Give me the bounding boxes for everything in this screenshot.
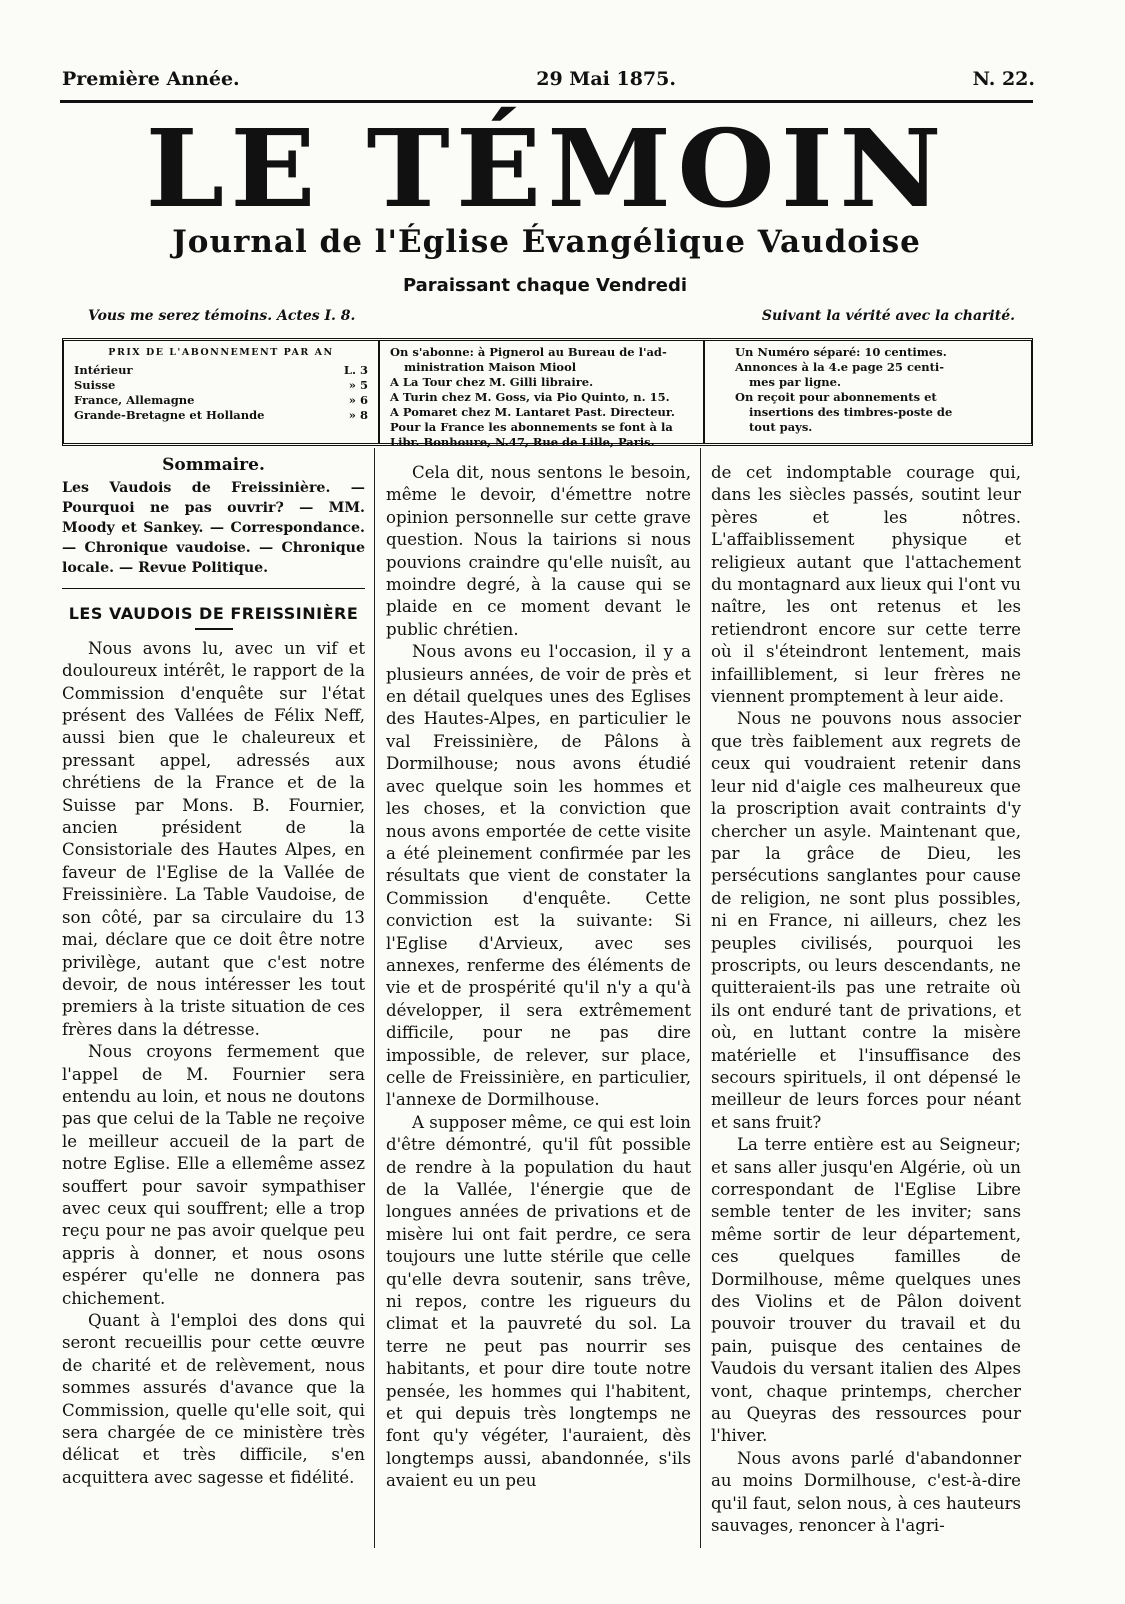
paragraph: Nous ne pouvons nous associer que très faiblement aux regrets de ceux qui voudraient retenir dans leur nid d'aigle ces malheureux que la proscription avait contraints d'y chercher un asyle. Maintenant que, par la grâce de Dieu, les persécutions sanglantes pour cause de religion, ne sont plus possibles, ni en France, ni ailleurs, chez les peuples civilisés, pourquoi les proscripts, ou leurs descendants, ne quitteraient-ils pas une retraite où ils ont enduré tant de privations, et où, en luttant contre la misère matérielle et l'insuffisance des secours spirituels, il ont dépensé le meilleur de leurs forces pour néant et sans fruit?: [711, 709, 1021, 1132]
price-row: France, Allemagne » 6: [74, 393, 368, 407]
column-2: [386, 462, 691, 1493]
price-row: Grande-Bretagne et Hollande » 8: [74, 408, 368, 422]
price-row: Suisse » 5: [74, 378, 368, 392]
paragraph: Nous avons parlé d'abandonner au moins Dormilhouse, c'est-à-dire qu'il faut, selon nous, à ces hauteurs sauvages, renoncer à l'agri-: [711, 1448, 1021, 1536]
paragraph: La terre entière est au Seigneur; et sans aller jusqu'en Algérie, où un correspondant de l'Eglise Libre semble tenter de les inviter; sans même sortir de leur département, ces quelques familles de Dormilhouse, même quelques unes des Violins et de Pâlon doivent pouvoir trouver du travail et du pain, puisque des centaines de Vaudois du versant italien des Alpes vont, chaque printemps, chercher au Queyras des ressources pour l'hiver.: [711, 1135, 1021, 1446]
column-divider: [374, 448, 375, 1548]
section-rule: [62, 588, 365, 589]
masthead-title: LE TÉMOIN: [145, 107, 948, 232]
motto-right: Suivant la vérité avec la charité.: [761, 308, 1015, 324]
subscription-locations: On s'abonne: à Pignerol au Bureau de l'ad- ministration Maison Miool A La Tour chez M. Gilli libraire. A Turin chez M. Goss, via Pio Quinto, n. 15. A Pomaret chez M. Lantaret Past. Directeur. Pour la France les abonnements se font à la Libr. Bonhoure, N.47, Rue de Lille, Paris.: [380, 341, 705, 443]
price-row: Intérieur L. 3: [74, 363, 368, 377]
price-list: [64, 341, 380, 443]
article-title: LES VAUDOIS DE FREISSINIÈRE: [68, 604, 359, 624]
issue-line: [62, 68, 1035, 90]
issue-number: N. 22.: [972, 68, 1035, 90]
frequency-note: Paraissant chaque Vendredi: [402, 275, 688, 296]
paragraph: Nous croyons fermement que l'appel de M. Fournier sera entendu au loin, et nous ne doutons pas que celui de la Table ne reçoive le meilleur accueil de la part de notre Eglise. Elle a ellemême assez souffert pour savoir sympathiser avec ceux qui souffrent; elle a trop reçu pour ne pas avoir quelque peu appris à donner, et nous osons espérer qu'elle ne donnera pas chichement.: [62, 1042, 365, 1308]
sommaire-title: Sommaire.: [162, 455, 265, 475]
issue-year: Première Année.: [62, 68, 240, 90]
issue-date: 29 Mai 1875.: [536, 68, 676, 90]
masthead-subtitle: Journal de l'Église Évangélique Vaudoise: [172, 224, 921, 260]
column-divider: [700, 448, 701, 1548]
column-3: [711, 462, 1021, 1538]
subscription-box: [62, 338, 1033, 449]
paragraph: de cet indomptable courage qui, dans les siècles passés, soutint leur pères et les nôtres. L'affaiblissement physique et religieux autant que l'attachement du montagnard aux lieux qui l'ont vu naître, les ont retenus et les retiendront encore sur cette terre où il s'éteindront lentement, mais infailliblement, si leur frères ne viennent promptement à leur aide.: [711, 463, 1021, 707]
motto-left: Vous me serez témoins. Actes I. 8.: [88, 308, 356, 324]
sommaire-text: Les Vaudois de Freissinière. — Pourquoi ne pas ouvrir? — MM. Moody et Sankey. — Correspondance. — Chronique vaudoise. — Chronique locale. — Revue Politique.: [62, 480, 365, 577]
top-rule: [60, 100, 1033, 103]
paragraph: Quant à l'emploi des dons qui seront recueillis pour cette œuvre de charité et de relèvement, nous sommes assurés d'avance que la Commission, quelle qu'elle soit, qui sera chargée de ce ministère très délicat et très difficile, s'en acquittera avec sagesse et fidélité.: [62, 1311, 365, 1487]
column-1: [62, 455, 365, 1489]
title-dash: [195, 628, 233, 630]
paragraph: Nous avons lu, avec un vif et douloureux intérêt, le rapport de la Commission d'enquête sur l'état présent des Vallées de Félix Neff, aussi bien que le chaleureux et pressant appel, adressés aux chrétiens de la France et de la Suisse par Mons. B. Fournier, ancien président de la Consistoriale des Hautes Alpes, en faveur de l'Eglise de la Vallée de Freissinière. La Table Vaudoise, de son côté, par sa circulaire du 13 mai, déclare que ce doit être notre privilège, autant que c'est notre devoir, de nous intéresser les tout premiers à la triste situation de ces frères dans la détresse.: [62, 638, 365, 1039]
subscription-other: Un Numéro séparé: 10 centimes. Annonces à la 4.e page 25 centi- mes par ligne. On reçoit pour abonnements et insertions des timbres-poste de tout pays.: [735, 345, 953, 434]
paragraph: A supposer même, ce qui est loin d'être démontré, qu'il fût possible de rendre à la population du haut de la Vallée, l'énergie que de longues années de privations et de misère lui ont fait perdre, ce sera toujours une lutte stérile que celle qu'elle devra soutenir, sans trêve, ni repos, contre les rigueurs du climat et la pauvreté du sol. La terre ne peut pas nourrir ses habitants, et pour dire toute notre pensée, les hommes qui l'habitent, et qui depuis très longtemps ne font qu'y végéter, l'auraient, dès longtemps aussi, abandonnée, s'ils avaient eu un peu: [386, 1112, 691, 1491]
paragraph: Cela dit, nous sentons le besoin, même le devoir, d'émettre notre opinion personnelle sur cette grave question. Nous la tairions si nous pouvions craindre qu'elle nuisît, au moindre degré, à la cause qui se plaide en ce moment devant le public chrétien.: [386, 463, 691, 639]
paragraph: Nous avons eu l'occasion, il y a plusieurs années, de voir de près et en détail quelques unes des Eglises des Hautes-Alpes, en particulier le val Freissinière, de Pâlons à Dormilhouse; nous avons étudié avec quelque soin les hommes et les choses, et la conviction que nous avons emportée de cette visite a été pleinement confirmée par les résultats que vient de constater la Commission d'enquête. Cette conviction est la suivante: Si l'Eglise d'Arvieux, avec ses annexes, renferme des éléments de vie et de prospérité qu'il n'y a qu'à développer, il sera extrêmement difficile, pour ne pas dire impossible, de relever, sur place, celle de Freissinière, en particulier, l'annexe de Dormilhouse.: [386, 642, 691, 1110]
price-heading: PRIX DE L'ABONNEMENT PAR AN: [108, 347, 334, 358]
